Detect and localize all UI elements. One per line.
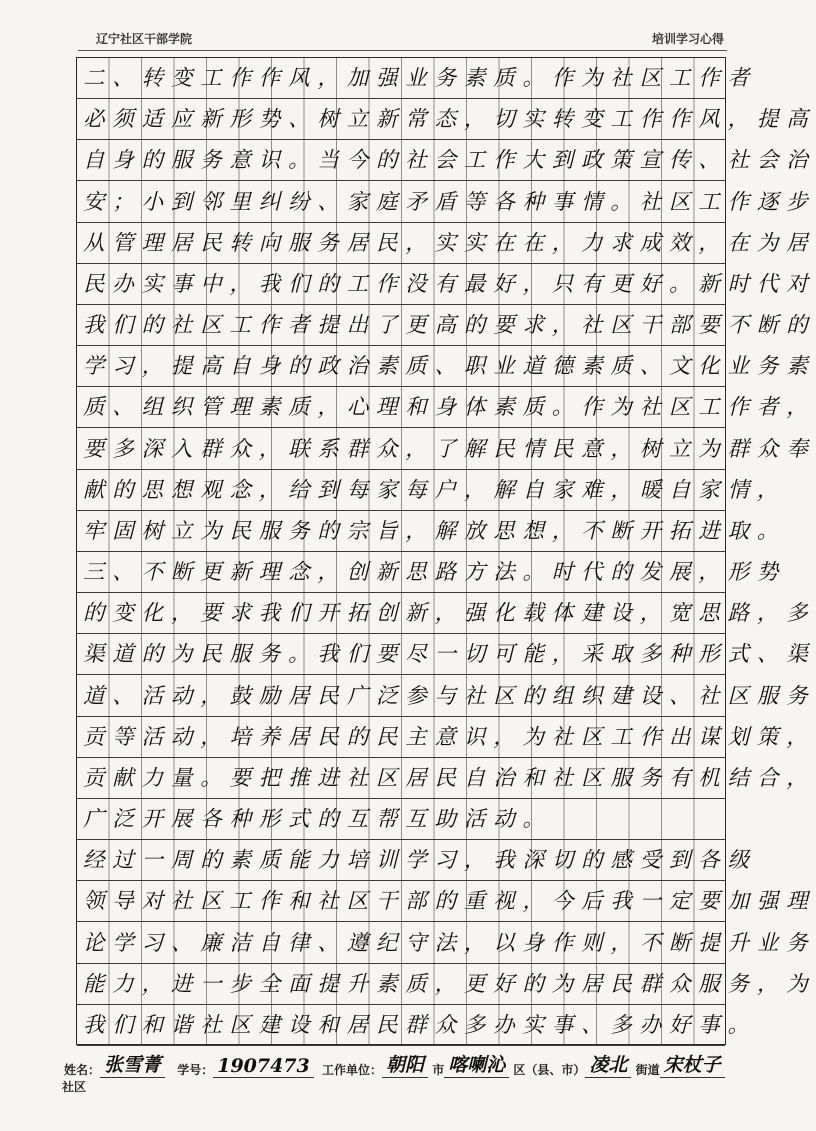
community-value: 宋杖子 (660, 1050, 725, 1078)
handwritten-line: 学习，提高自身的政治素质、职业道德素质、文化业务素 (83, 354, 816, 380)
district-label: 区（县、市） (513, 1063, 586, 1077)
id-label: 学号： (177, 1063, 214, 1077)
handwritten-line: 三、不断更新理念，创新思路方法。时代的发展，形势 (83, 560, 787, 586)
street-value: 凌北 (585, 1050, 631, 1078)
manuscript-grid (76, 57, 816, 1045)
signature-footer (62, 1050, 752, 1095)
header-divider (78, 50, 727, 51)
district-value: 喀喇沁 (444, 1050, 509, 1078)
handwritten-line: 安；小到邻里纠纷、家庭矛盾等各种事情。社区工作逐步 (83, 189, 816, 215)
manuscript-row (77, 346, 816, 387)
manuscript-row (77, 1005, 757, 1046)
manuscript-row (77, 840, 757, 881)
manuscript-row (77, 305, 816, 346)
handwritten-line: 质、组织管理素质，心理和身体素质。作为社区工作者， (83, 395, 816, 421)
manuscript-row (77, 552, 787, 593)
handwritten-line: 道、活动，鼓励居民广泛参与社区的组织建设、社区服务 (83, 683, 816, 709)
manuscript-row (77, 634, 816, 675)
handwritten-line: 二、转变工作作风，加强业务素质。作为社区工作者 (83, 66, 757, 92)
manuscript-row (77, 799, 725, 840)
manuscript-row (77, 881, 816, 922)
handwritten-line: 论学习、廉洁自律、遵纪守法，以身作则，不断提升业务 (83, 930, 816, 956)
manuscript-row (77, 223, 816, 264)
handwritten-line: 渠道的为民服务。我们要尽一切可能，采取多种形式、渠 (83, 642, 816, 668)
handwritten-line: 领导对社区工作和社区干部的重视，今后我一定要加强理 (83, 889, 816, 915)
manuscript-row (77, 511, 787, 552)
city-value: 朝阳 (382, 1050, 428, 1078)
institution-header: 辽宁社区干部学院 (96, 32, 193, 46)
street-label: 街道 (635, 1063, 660, 1077)
handwritten-line: 我们的社区工作者提出了更高的要求，社区干部要不断的 (83, 313, 816, 339)
handwritten-line: 从管理居民转向服务居民，实实在在，力求成效，在为居 (83, 230, 816, 256)
manuscript-row (77, 758, 816, 799)
manuscript-row (77, 923, 816, 964)
handwritten-line: 的变化，要求我们开拓创新，强化载体建设，宽思路，多 (83, 601, 816, 627)
city-label: 市 (432, 1063, 445, 1077)
manuscript-row (77, 964, 816, 1005)
handwritten-line: 贡献力量。要把推进社区居民自治和社区服务有机结合， (83, 765, 816, 791)
name-label: 姓名： (64, 1063, 101, 1077)
handwritten-line: 要多深入群众，联系群众，了解民情民意，树立为群众奉 (83, 436, 816, 462)
manuscript-row (77, 429, 816, 470)
manuscript-row (77, 387, 816, 428)
handwritten-line: 我们和谐社区建设和居民群众多办实事、多办好事。 (83, 1012, 757, 1038)
id-value: 1907473 (213, 1055, 314, 1078)
handwritten-line: 民办实事中，我们的工作没有最好，只有更好。新时代对 (83, 271, 816, 297)
handwritten-line: 贡等活动，培养居民的民主意识，为社区工作出谋划策， (83, 724, 816, 750)
manuscript-row (77, 470, 787, 511)
manuscript-row (77, 264, 816, 305)
manuscript-row (77, 182, 816, 223)
handwritten-line: 经过一周的素质能力培训学习，我深切的感受到各级 (83, 848, 757, 874)
handwritten-line: 自身的服务意识。当今的社会工作大到政策宣传、社会治 (83, 148, 816, 174)
handwritten-line: 广泛开展各种形式的互帮互助活动。 (83, 807, 552, 833)
community-label: 社区 (62, 1080, 87, 1094)
handwritten-line: 牢固树立为民服务的宗旨，解放思想，不断开拓进取。 (83, 518, 787, 544)
manuscript-row (77, 99, 816, 140)
handwritten-line: 能力，进一步全面提升素质，更好的为居民群众服务，为 (83, 971, 816, 997)
manuscript-row (77, 593, 816, 634)
manuscript-row (77, 58, 757, 99)
manuscript-row (77, 717, 816, 758)
manuscript-row (77, 676, 816, 717)
handwritten-line: 献的思想观念，给到每家每户，解自家难，暖自家情， (83, 477, 787, 503)
handwritten-line: 必须适应新形势、树立新常态，切实转变工作作风，提高 (83, 107, 816, 133)
unit-label: 工作单位： (321, 1063, 382, 1077)
name-value: 张雪菁 (100, 1050, 165, 1078)
document-type-header: 培训学习心得 (651, 32, 724, 46)
manuscript-row (77, 140, 816, 181)
